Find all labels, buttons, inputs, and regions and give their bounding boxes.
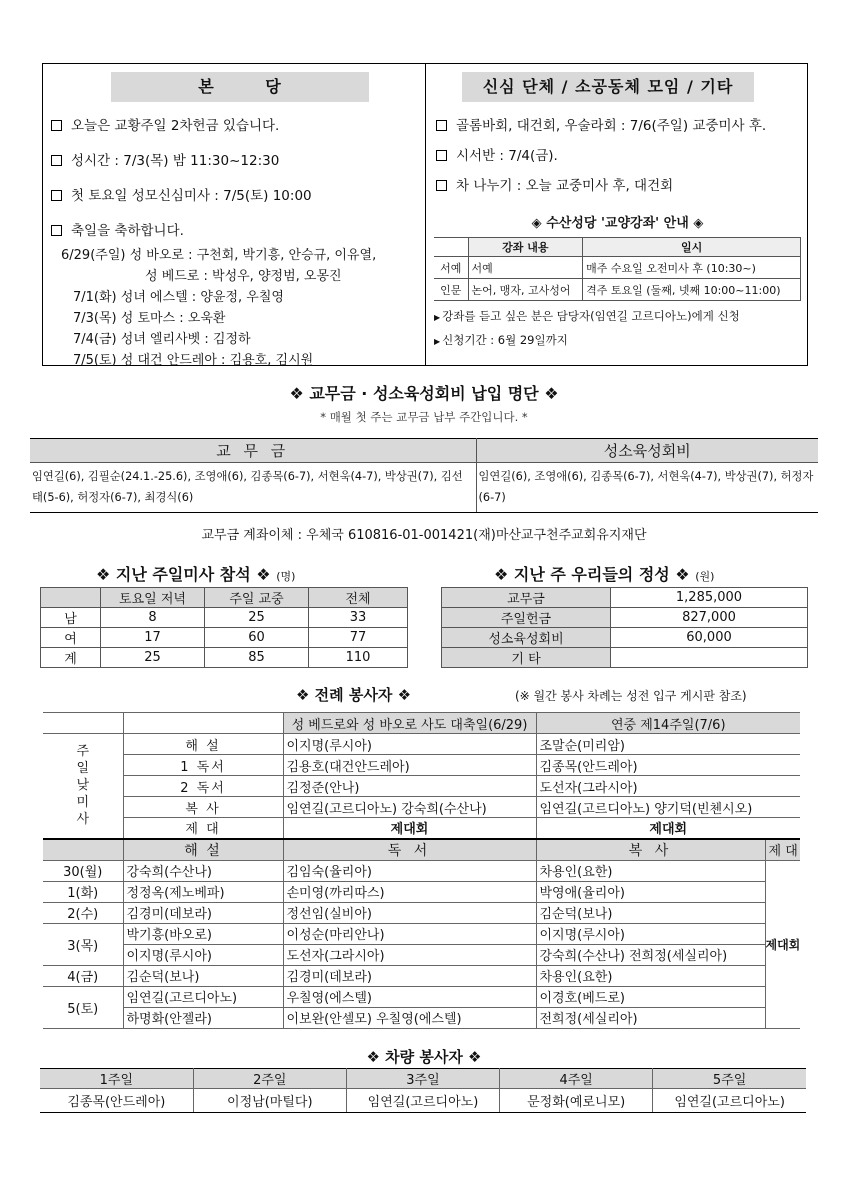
lecture-col-content: 강좌 내용 [468, 238, 583, 257]
parish-notice: 성시간 : 7/3(목) 밤 11:30~12:30 [49, 151, 421, 171]
checkbox-icon [51, 190, 62, 201]
checkbox-icon [436, 150, 447, 161]
feast-line: 7/4(금) 성녀 엘리사벳 : 김정하 [73, 332, 251, 347]
lecture-col-time: 일시 [583, 238, 801, 257]
checkbox-icon [51, 225, 62, 236]
vehicle-table: 1주일 2주일 3주일 4주일 5주일 김종목(안드레아) 이정남(마틸다) 임연길(고르디아노) 문정화(예로니모) 임연길(고르디아노) [40, 1068, 806, 1113]
vehicle-row: 김종목(안드레아) 이정남(마틸다) 임연길(고르디아노) 문정화(예로니모) 임연길(고르디아노) [40, 1089, 806, 1113]
offering-row: 주일헌금 827,000 [442, 608, 808, 628]
groups-header: 신심 단체 / 소공동체 모임 / 기타 [462, 72, 754, 102]
sunday-row: 2 독서 김정준(안나) 도선자(그라시아) [43, 776, 800, 797]
fee-col1-list: 임연길(6), 김필순(24.1.-25.6), 조영애(6), 김종목(6-7), 서현욱(4-7), 박상권(7), 김선태(5-6), 허정자(6-7), 최경식(6) [30, 463, 476, 513]
offering-table [441, 587, 808, 668]
sunday-row: 제 대 제대회 제대회 [43, 818, 800, 839]
checkbox-icon [436, 120, 447, 131]
parish-notice: 축일을 축하합니다. [49, 221, 421, 241]
fee-section-title: ❖ 교무금 · 성소육성회비 납입 명단 ❖ [289, 384, 559, 403]
checkbox-icon [436, 180, 447, 191]
feast-line: 6/29(주일) 성 바오로 : 구천회, 박기흥, 안승규, 이유열, [61, 248, 377, 263]
feast-line: 7/3(목) 성 토마스 : 오욱환 [73, 311, 226, 326]
attendance-row: 여 17 60 77 [41, 628, 408, 648]
parish-panel [43, 64, 426, 368]
account-info: 교무금 계좌이체 : 우체국 610816-01-001421(재)마산교구천주교회유지재단 [201, 528, 647, 543]
lecture-table [434, 237, 801, 301]
lecture-row: 서예 서예 매주 수요일 오전미사 후 (10:30~) [434, 257, 801, 279]
vehicle-title: ❖ 차량 봉사자 ❖ [366, 1048, 482, 1066]
weekday-row: 5(토) 임연길(고르디아노) 우칠영(에스텔) 이경호(베드로) [43, 986, 800, 1007]
group-notice: 골롬바회, 대건회, 우술라회 : 7/6(주일) 교중미사 후. [434, 116, 801, 136]
fee-section-note: * 매월 첫 주는 교무금 납부 주간입니다. * [320, 410, 528, 424]
lecture-notes: ▶ 강좌를 듣고 싶은 분은 담당자(임연길 고르디아노)에게 신청 ▶ 신청기간 : 6월 29일까지 [434, 309, 740, 347]
attendance-row: 남 8 25 33 [41, 608, 408, 628]
liturgy-title: ❖ 전례 봉사자 ❖ [296, 686, 412, 704]
weekday-altar: 제대회 [765, 860, 800, 1028]
weekday-row: 이지명(루시아) 도선자(그라시아) 강숙희(수산나) 전희정(세실리아) [43, 944, 800, 965]
offering-row: 성소육성회비 60,000 [442, 628, 808, 648]
triangle-icon: ▶ [434, 337, 441, 346]
weekday-row: 1(화) 정정옥(제노베파) 손미영(까리따스) 박영애(율리아) [43, 881, 800, 902]
checkbox-icon [51, 155, 62, 166]
sunday-row: 주 일 낮 미 사 해 설 이지명(루시아) 조말순(미리암) [43, 734, 800, 755]
fee-col1-header: 교 무 금 [30, 439, 476, 463]
fee-col2-list: 임연길(6), 조영애(6), 김종목(6-7), 서현욱(4-7), 박상권(7), 허정자(6-7) [476, 463, 818, 513]
offering-row: 기 타 [442, 648, 808, 668]
weekday-row: 하명화(안젤라) 이보완(안셀모) 우칠영(에스텔) 전희정(세실리아) [43, 1007, 800, 1028]
parish-header: 본 당 [111, 72, 369, 102]
weekday-row: 30(월) 강숙희(수산나) 김임숙(율리아) 차용인(요한) 제대회 [43, 860, 800, 881]
sunday-row: 복 사 임연길(고르디아노) 강숙희(수산나) 임연길(고르디아노) 양기덕(빈첸시오) [43, 797, 800, 818]
weekday-row: 4(금) 김순덕(보나) 김경미(데보라) 차용인(요한) [43, 965, 800, 986]
fee-table [30, 438, 818, 513]
group-notice: 시서반 : 7/4(금). [434, 146, 801, 166]
lecture-row: 인문 논어, 맹자, 고사성어 격주 토요일 (둘째, 넷째 10:00~11:00) [434, 279, 801, 301]
offering-row: 교무금 1,285,000 [442, 588, 808, 608]
fee-col2-header: 성소육성회비 [476, 439, 818, 463]
group-notice: 차 나누기 : 오늘 교중미사 후, 대건회 [434, 176, 801, 196]
groups-panel [426, 64, 807, 365]
sunday-row: 1 독서 김용호(대건안드레아) 김종목(안드레아) [43, 755, 800, 776]
lecture-title: ◈ 수산성당 '교양강좌' 안내 ◈ [531, 216, 704, 231]
attendance-row: 계 25 85 110 [41, 648, 408, 668]
sunday-label: 주 일 낮 미 사 [43, 734, 123, 839]
sunday-col-a: 성 베드로와 성 바오로 사도 대축일(6/29) [283, 713, 536, 734]
feast-line: 성 베드로 : 박성우, 양정범, 오몽진 [145, 269, 342, 284]
parish-notice: 오늘은 교황주일 2차헌금 있습니다. [49, 116, 421, 136]
weekday-row: 2(수) 김경미(데보라) 정선임(실비아) 김순덕(보나) [43, 902, 800, 923]
feast-day-list [49, 245, 421, 371]
offering-title: ❖ 지난 주 우리들의 정성 ❖ (원) [494, 565, 715, 584]
checkbox-icon [51, 120, 62, 131]
feast-line: 7/5(토) 성 대건 안드레아 : 김용호, 김시원 [73, 353, 314, 368]
parish-notice: 첫 토요일 성모신심미사 : 7/5(토) 10:00 [49, 186, 421, 206]
attendance-table: 토요일 저녁 주일 교중 전체 남 8 25 33 여 17 60 77 계 25 85 110 [40, 587, 408, 668]
sunday-col-b: 연중 제14주일(7/6) [536, 713, 800, 734]
triangle-icon: ▶ [434, 313, 441, 322]
liturgy-note: (※ 월간 봉사 차례는 성전 입구 게시판 참조) [515, 689, 747, 703]
notice-box [42, 63, 808, 366]
weekday-row: 3(목) 박기흥(바오로) 이성순(마리안나) 이지명(루시아) [43, 923, 800, 944]
liturgy-table: 성 베드로와 성 바오로 사도 대축일(6/29) 연중 제14주일(7/6) 주 일 낮 미 사 해 설 이지명(루시아) 조말순(미리암) 1 독서 김용호(대건안드레아) 김종목(안드레아) 2 독서 김정준(안나) 도선자(그라시아) 복 사 임연길(고르디아노) 강숙희(수산나) 임연길(고르디아노) 양기덕(빈첸시오) 제 대 제대회 제대회 해 설 독 서 복 사 제 대 30(월) 강숙희(수산나) 김임숙(율리아) 차용인(요한) 제대회 1(화) 정정옥(제노베파) 손미영(까리따스) 박영애(율리아) 2(수) 김경미(데보라) 정선임(실비아) 김순덕(보나) 3(목) 박기흥(바오로) 이성순(마리안나) 이지명(루시아) 이지명(루시아) 도선자(그라시아) 강숙희(수산나) 전희정(세실리아) 4(금) 김순덕(보나) 김경미(데보라) 차용인(요한) 5(토) 임연길(고르디아노) 우칠영(에스텔) 이경호(베드로) 하명화(안젤라) 이보완(안셀모) 우칠영(에스텔) 전희정(세실리아) [43, 712, 800, 1029]
feast-line: 7/1(화) 성녀 에스텔 : 양윤정, 우칠영 [73, 290, 284, 305]
attendance-title: ❖ 지난 주일미사 참석 ❖ (명) [96, 565, 296, 584]
